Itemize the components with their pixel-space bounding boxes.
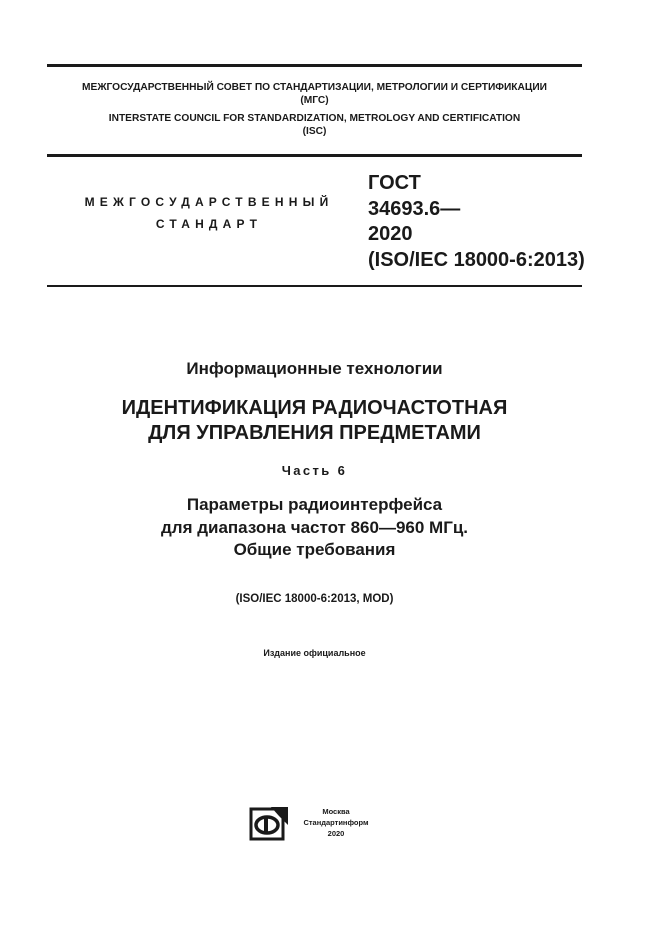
iso-mod-reference: (ISO/IEC 18000-6:2013, MOD) — [235, 593, 394, 605]
standartinform-logo-icon — [249, 805, 289, 841]
publisher-year: 2020 — [327, 829, 345, 838]
designation-prefix: ГОСТ — [368, 172, 421, 194]
publisher-city: Москва — [322, 807, 350, 816]
council-abbr-ru: (МГС) — [300, 95, 329, 106]
council-name-ru — [47, 81, 582, 107]
main-title-line2: ДЛЯ УПРАВЛЕНИЯ ПРЕДМЕТАМИ — [148, 422, 481, 444]
edition-note: Издание официальное — [263, 648, 366, 658]
publisher-name: Стандартинформ — [303, 818, 369, 827]
subtitle-line1: Параметры радиоинтерфейса — [186, 495, 443, 514]
subtitle — [47, 494, 582, 562]
top-rule — [47, 64, 582, 67]
council-name-ru-text: МЕЖГОСУДАРСТВЕННЫЙ СОВЕТ ПО СТАНДАРТИЗАЦИИ, МЕТРОЛОГИИ И СЕРТИФИКАЦИИ — [82, 82, 547, 93]
bottom-rule — [47, 285, 582, 287]
main-title-line1: ИДЕНТИФИКАЦИЯ РАДИОЧАСТОТНАЯ — [121, 397, 508, 419]
standard-type-line1: МЕЖГОСУДАРСТВЕННЫЙ — [84, 195, 334, 209]
subtitle-line3: Общие требования — [233, 540, 396, 559]
designation-year: 2020 — [368, 223, 413, 245]
standard-type-line2: СТАНДАРТ — [155, 217, 263, 231]
main-title — [47, 396, 582, 446]
council-name-en — [47, 112, 582, 138]
standard-designation — [368, 171, 585, 273]
standard-type — [60, 191, 358, 235]
title-area: Информационные технологии — [186, 359, 443, 378]
designation-iso-ref: (ISO/IEC 18000-6:2013) — [368, 248, 585, 271]
part-label: Часть 6 — [281, 463, 348, 478]
designation-number: 34693.6— — [368, 197, 461, 220]
council-name-en-text: INTERSTATE COUNCIL FOR STANDARDIZATION, METROLOGY AND CERTIFICATION — [108, 113, 521, 124]
middle-rule — [47, 154, 582, 157]
subtitle-line2: для диапазона частот 860—960 МГц. — [160, 517, 469, 537]
publisher-block — [295, 806, 377, 839]
council-abbr-en: (ISC) — [302, 126, 327, 137]
